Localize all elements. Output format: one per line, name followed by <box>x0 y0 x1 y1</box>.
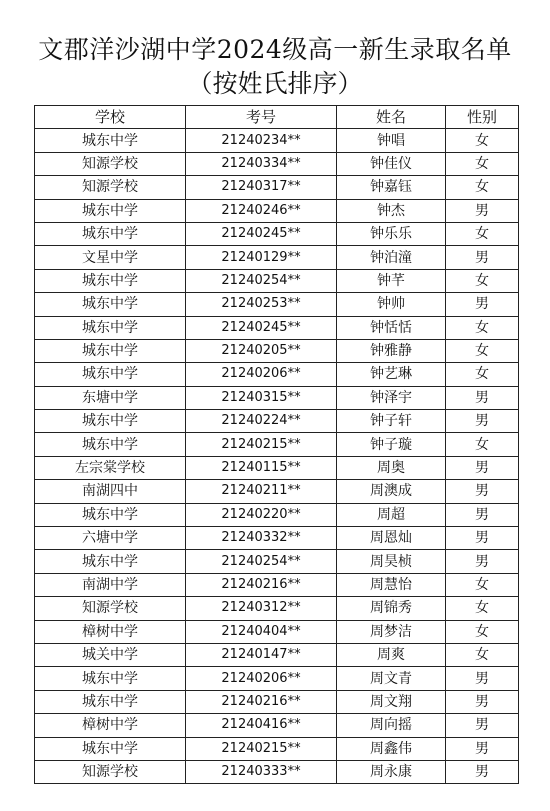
exam-number-cell: 21240147** <box>186 643 337 666</box>
name-cell: 钟佳仪 <box>337 152 446 175</box>
school-cell: 城东中学 <box>35 199 186 222</box>
school-cell: 城东中学 <box>35 316 186 339</box>
table-row <box>35 199 519 222</box>
header-exam-number: 考号 <box>186 106 337 129</box>
table-header-row <box>35 106 519 129</box>
name-cell: 周向摇 <box>337 714 446 737</box>
name-cell: 周超 <box>337 503 446 526</box>
gender-cell: 男 <box>446 199 519 222</box>
school-cell: 文星中学 <box>35 246 186 269</box>
school-cell: 樟树中学 <box>35 714 186 737</box>
name-cell: 周澳成 <box>337 480 446 503</box>
name-cell: 周昊桢 <box>337 550 446 573</box>
name-cell: 钟雅静 <box>337 339 446 362</box>
school-cell: 城东中学 <box>35 690 186 713</box>
exam-number-cell: 21240245** <box>186 222 337 245</box>
name-cell: 周文翔 <box>337 690 446 713</box>
gender-cell: 男 <box>446 550 519 573</box>
gender-cell: 女 <box>446 339 519 362</box>
school-cell: 樟树中学 <box>35 620 186 643</box>
name-cell: 周恩灿 <box>337 527 446 550</box>
exam-number-cell: 21240416** <box>186 714 337 737</box>
admission-table <box>34 105 519 784</box>
school-cell: 城东中学 <box>35 667 186 690</box>
table-row <box>35 246 519 269</box>
table-body <box>35 129 519 784</box>
school-cell: 城东中学 <box>35 550 186 573</box>
table-row <box>35 480 519 503</box>
gender-cell: 男 <box>446 503 519 526</box>
name-cell: 钟泽宇 <box>337 386 446 409</box>
exam-number-cell: 21240129** <box>186 246 337 269</box>
school-cell: 城东中学 <box>35 433 186 456</box>
exam-number-cell: 21240246** <box>186 199 337 222</box>
name-cell: 钟艺琳 <box>337 363 446 386</box>
name-cell: 钟泊潼 <box>337 246 446 269</box>
header-name: 姓名 <box>337 106 446 129</box>
exam-number-cell: 21240215** <box>186 737 337 760</box>
name-cell: 周鑫伟 <box>337 737 446 760</box>
table-row <box>35 316 519 339</box>
name-cell: 周文青 <box>337 667 446 690</box>
exam-number-cell: 21240254** <box>186 550 337 573</box>
gender-cell: 男 <box>446 480 519 503</box>
exam-number-cell: 21240216** <box>186 573 337 596</box>
header-school: 学校 <box>35 106 186 129</box>
school-cell: 南湖四中 <box>35 480 186 503</box>
gender-cell: 男 <box>446 456 519 479</box>
gender-cell: 女 <box>446 643 519 666</box>
table-row <box>35 129 519 152</box>
page-title: 文郡洋沙湖中学2024级高一新生录取名单 <box>38 35 512 64</box>
exam-number-cell: 21240332** <box>186 527 337 550</box>
name-cell: 周爽 <box>337 643 446 666</box>
exam-number-cell: 21240234** <box>186 129 337 152</box>
table-row <box>35 597 519 620</box>
gender-cell: 女 <box>446 129 519 152</box>
gender-cell: 男 <box>446 527 519 550</box>
table-row <box>35 760 519 783</box>
table-row <box>35 573 519 596</box>
gender-cell: 男 <box>446 293 519 316</box>
exam-number-cell: 21240334** <box>186 152 337 175</box>
table-row <box>35 714 519 737</box>
table-row <box>35 176 519 199</box>
school-cell: 城东中学 <box>35 269 186 292</box>
table-row <box>35 222 519 245</box>
table-row <box>35 363 519 386</box>
gender-cell: 男 <box>446 246 519 269</box>
school-cell: 知源学校 <box>35 597 186 620</box>
school-cell: 知源学校 <box>35 760 186 783</box>
school-cell: 城东中学 <box>35 293 186 316</box>
gender-cell: 女 <box>446 620 519 643</box>
exam-number-cell: 21240315** <box>186 386 337 409</box>
table-row <box>35 269 519 292</box>
name-cell: 钟帅 <box>337 293 446 316</box>
exam-number-cell: 21240215** <box>186 433 337 456</box>
gender-cell: 男 <box>446 410 519 433</box>
name-cell: 周慧怡 <box>337 573 446 596</box>
exam-number-cell: 21240220** <box>186 503 337 526</box>
name-cell: 周永康 <box>337 760 446 783</box>
page-subtitle: （按姓氏排序） <box>187 69 363 98</box>
table-row <box>35 503 519 526</box>
table-row <box>35 386 519 409</box>
table-row <box>35 667 519 690</box>
name-cell: 钟杰 <box>337 199 446 222</box>
school-cell: 城东中学 <box>35 410 186 433</box>
gender-cell: 男 <box>446 737 519 760</box>
gender-cell: 男 <box>446 714 519 737</box>
gender-cell: 女 <box>446 152 519 175</box>
school-cell: 左宗棠学校 <box>35 456 186 479</box>
name-cell: 周奥 <box>337 456 446 479</box>
table-row <box>35 690 519 713</box>
exam-number-cell: 21240206** <box>186 667 337 690</box>
table-row <box>35 293 519 316</box>
school-cell: 东塘中学 <box>35 386 186 409</box>
school-cell: 城东中学 <box>35 339 186 362</box>
name-cell: 钟芊 <box>337 269 446 292</box>
exam-number-cell: 21240211** <box>186 480 337 503</box>
table-row <box>35 643 519 666</box>
school-cell: 城关中学 <box>35 643 186 666</box>
header-gender: 性别 <box>446 106 519 129</box>
gender-cell: 男 <box>446 386 519 409</box>
gender-cell: 男 <box>446 690 519 713</box>
name-cell: 钟恬恬 <box>337 316 446 339</box>
exam-number-cell: 21240206** <box>186 363 337 386</box>
name-cell: 周锦秀 <box>337 597 446 620</box>
school-cell: 城东中学 <box>35 737 186 760</box>
school-cell: 知源学校 <box>35 176 186 199</box>
gender-cell: 女 <box>446 316 519 339</box>
exam-number-cell: 21240216** <box>186 690 337 713</box>
table-row <box>35 456 519 479</box>
table-row <box>35 152 519 175</box>
exam-number-cell: 21240312** <box>186 597 337 620</box>
table-row <box>35 527 519 550</box>
table-row <box>35 737 519 760</box>
name-cell: 钟唱 <box>337 129 446 152</box>
gender-cell: 女 <box>446 222 519 245</box>
gender-cell: 男 <box>446 760 519 783</box>
table-row <box>35 339 519 362</box>
school-cell: 城东中学 <box>35 363 186 386</box>
table-row <box>35 550 519 573</box>
school-cell: 南湖中学 <box>35 573 186 596</box>
exam-number-cell: 21240205** <box>186 339 337 362</box>
gender-cell: 女 <box>446 573 519 596</box>
exam-number-cell: 21240224** <box>186 410 337 433</box>
exam-number-cell: 21240317** <box>186 176 337 199</box>
exam-number-cell: 21240404** <box>186 620 337 643</box>
exam-number-cell: 21240254** <box>186 269 337 292</box>
school-cell: 知源学校 <box>35 152 186 175</box>
gender-cell: 男 <box>446 667 519 690</box>
name-cell: 钟子轩 <box>337 410 446 433</box>
name-cell: 周梦洁 <box>337 620 446 643</box>
gender-cell: 女 <box>446 363 519 386</box>
table-row <box>35 410 519 433</box>
name-cell: 钟子璇 <box>337 433 446 456</box>
exam-number-cell: 21240253** <box>186 293 337 316</box>
name-cell: 钟嘉钰 <box>337 176 446 199</box>
exam-number-cell: 21240333** <box>186 760 337 783</box>
school-cell: 城东中学 <box>35 222 186 245</box>
table-row <box>35 620 519 643</box>
gender-cell: 女 <box>446 433 519 456</box>
school-cell: 城东中学 <box>35 503 186 526</box>
exam-number-cell: 21240245** <box>186 316 337 339</box>
school-cell: 城东中学 <box>35 129 186 152</box>
exam-number-cell: 21240115** <box>186 456 337 479</box>
gender-cell: 女 <box>446 597 519 620</box>
school-cell: 六塘中学 <box>35 527 186 550</box>
table-row <box>35 433 519 456</box>
name-cell: 钟乐乐 <box>337 222 446 245</box>
gender-cell: 女 <box>446 269 519 292</box>
gender-cell: 女 <box>446 176 519 199</box>
